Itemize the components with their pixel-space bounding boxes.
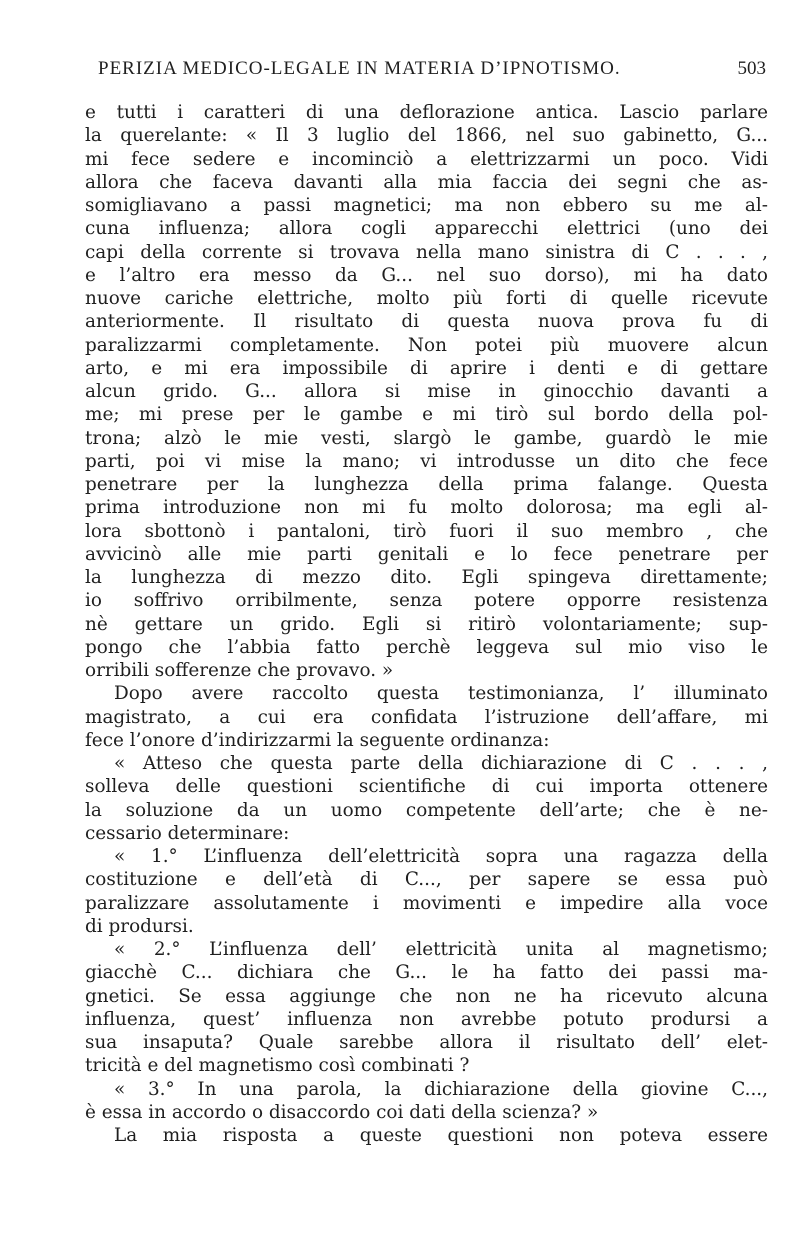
text-line: io soffrivo orribilmente, senza potere opporre resistenza: [85, 590, 768, 612]
text-line: orribili sofferenze che provavo. »: [85, 660, 394, 681]
text-line: « 2.° L’influenza dell’ elettricità unita al magnetismo;: [114, 939, 768, 960]
text-line: alcun grido. G... allora si mise in ginocchio davanti a: [85, 381, 768, 402]
body-text: [85, 101, 768, 1147]
text-line: fece l’onore d’indirizzarmi la seguente ordinanza:: [85, 729, 550, 751]
text-line: paralizzare assolutamente i movimenti e impedire alla voce: [85, 892, 768, 914]
text-line: e l’altro era messo da G... nel suo dorso), mi ha dato: [85, 264, 768, 286]
text-line: penetrare per la lunghezza della prima falange. Questa: [85, 474, 768, 495]
text-line: Dopo avere raccolto questa testimonianza, l’ illuminato: [114, 683, 768, 705]
text-line: pongo che l’abbia fatto perchè leggeva sul mio viso le: [85, 636, 768, 658]
text-line: me; mi prese per le gambe e mi tirò sul bordo della pol-: [85, 404, 768, 426]
text-line: giacchè C... dichiara che G... le ha fatto dei passi ma-: [85, 962, 768, 984]
text-line: lora sbottonò i pantaloni, tirò fuori il suo membro , che: [85, 520, 768, 542]
text-line: tricità e del magnetismo così combinati ?: [85, 1055, 470, 1077]
text-line: la soluzione da un uomo competente dell’arte; che è ne-: [85, 799, 768, 821]
text-line: prima introduzione non mi fu molto dolorosa; ma egli al-: [85, 497, 768, 519]
text-line: « Atteso che questa parte della dichiarazione di C . . . ,: [114, 753, 768, 774]
text-line: nuove cariche elettriche, molto più forti di quelle ricevute: [85, 288, 768, 309]
running-title: PERIZIA MEDICO-LEGALE IN MATERIA D’IPNOTISMO.: [98, 58, 621, 79]
running-head: [90, 58, 766, 88]
text-line: arto, e mi era impossibile di aprire i denti e di gettare: [85, 357, 768, 379]
text-line: la querelante: « Il 3 luglio del 1866, nel suo gabinetto, G...: [85, 125, 768, 147]
text-line: influenza, quest’ influenza non avrebbe potuto prodursi a: [85, 1008, 768, 1030]
text-line: avvicinò alle mie parti genitali e lo fece penetrare per: [85, 543, 768, 565]
text-line: magistrato, a cui era confidata l’istruzione dell’affare, mi: [85, 706, 768, 728]
text-line: « 3.° In una parola, la dichiarazione della giovine C...,: [114, 1078, 768, 1100]
text-line: « 1.° L’influenza dell’elettricità sopra una ragazza della: [114, 846, 768, 867]
text-line: trona; alzò le mie vesti, slargò le gambe, guardò le mie: [85, 427, 768, 449]
text-line: mi fece sedere e incominciò a elettrizzarmi un poco. Vidi: [85, 148, 768, 170]
text-line: sua insaputa? Quale sarebbe allora il risultato dell’ elet-: [85, 1032, 768, 1053]
text-line: paralizzarmi completamente. Non potei più muovere alcun: [85, 334, 768, 356]
text-line: gnetici. Se essa aggiunge che non ne ha ricevuto alcuna: [85, 985, 768, 1007]
text-line: costituzione e dell’età di C..., per sapere se essa può: [85, 869, 768, 891]
text-line: la lunghezza di mezzo dito. Egli spingeva direttamente;: [85, 567, 768, 588]
text-line: cessario determinare:: [85, 822, 290, 844]
text-line: è essa in accordo o disaccordo coi dati della scienza? »: [85, 1101, 599, 1123]
text-line: solleva delle questioni scientifiche di cui importa ottenere: [85, 776, 768, 798]
text-line: cuna influenza; allora cogli apparecchi elettrici (uno dei: [85, 218, 768, 240]
text-line: allora che faceva davanti alla mia faccia dei segni che as-: [85, 171, 768, 193]
text-line: parti, poi vi mise la mano; vi introdusse un dito che fece: [85, 450, 768, 472]
text-line: capi della corrente si trovava nella mano sinistra di C . . . ,: [85, 241, 768, 263]
text-line: La mia risposta a queste questioni non poteva essere: [114, 1125, 768, 1146]
text-line: nè gettare un grido. Egli si ritirò volontariamente; sup-: [85, 613, 768, 635]
text-line: e tutti i caratteri di una deflorazione antica. Lascio parlare: [85, 102, 768, 123]
page-number: 503: [737, 58, 766, 79]
text-line: somigliavano a passi magnetici; ma non ebbero su me al-: [85, 195, 768, 216]
text-line: anteriormente. Il risultato di questa nuova prova fu di: [85, 311, 768, 333]
text-line: di prodursi.: [85, 915, 194, 937]
